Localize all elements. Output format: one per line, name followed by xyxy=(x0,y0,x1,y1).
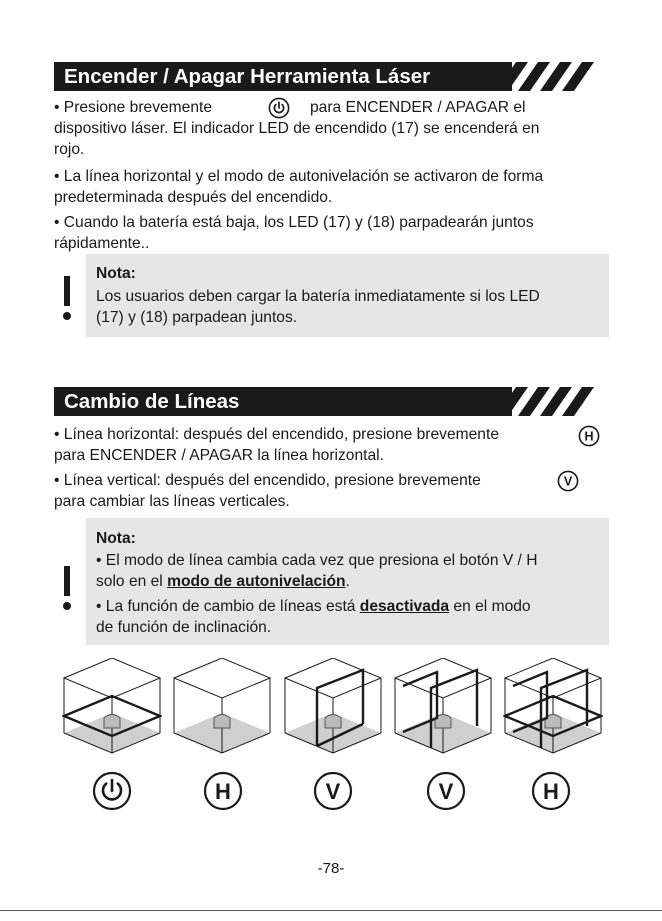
disabled-emphasis: desactivada xyxy=(359,598,450,615)
section-title: Encender / Apagar Herramienta Láser xyxy=(64,65,431,88)
section-header-lines xyxy=(54,387,594,416)
note-title: Nota: xyxy=(96,265,136,282)
page-number: -78- xyxy=(317,860,345,877)
header-stripes xyxy=(490,387,594,416)
v-button-icon xyxy=(426,771,466,811)
note-title: Nota: xyxy=(96,530,136,547)
paragraph-line: para ENCENDER / APAGAR el xyxy=(310,99,526,116)
v-button-icon xyxy=(313,771,353,811)
svg-text:V: V xyxy=(563,474,573,489)
paragraph-line: • Línea vertical: después del encendido, presione brevemente xyxy=(54,472,481,489)
note-line: solo en el modo de autonivelación. xyxy=(96,573,350,590)
note-line: de función de inclinación. xyxy=(96,619,272,636)
svg-text:V: V xyxy=(325,779,341,804)
power-icon xyxy=(92,771,132,811)
paragraph-line: rojo. xyxy=(54,141,85,158)
note-line: • El modo de línea cambia cada vez que presiona el botón V / H xyxy=(96,552,538,569)
power-icon xyxy=(268,97,290,119)
note-box xyxy=(54,254,609,337)
h-button-icon xyxy=(531,771,571,811)
paragraph-line: • Línea horizontal: después del encendido, presione brevemente xyxy=(54,426,499,443)
cube-off xyxy=(172,658,272,754)
cube-horizontal-line xyxy=(62,658,162,754)
section-title: Cambio de Líneas xyxy=(64,390,240,413)
svg-text:V: V xyxy=(438,779,454,804)
svg-text:H: H xyxy=(584,429,594,444)
cube-all-lines xyxy=(503,658,603,754)
section-header-power xyxy=(54,62,594,91)
paragraph-line: • Presione brevemente xyxy=(54,99,213,116)
exclamation-icon xyxy=(60,566,74,612)
svg-text:H: H xyxy=(215,779,231,804)
paragraph-line: • La línea horizontal y el modo de autonivelación se activaron de forma xyxy=(54,168,544,185)
paragraph-line: dispositivo láser. El indicador LED de encendido (17) se encenderá en xyxy=(54,120,540,137)
h-button-icon xyxy=(578,425,600,447)
paragraph-line: rápidamente.. xyxy=(54,235,150,252)
svg-text:H: H xyxy=(543,779,559,804)
exclamation-icon xyxy=(60,276,74,322)
cube-two-vertical-lines xyxy=(393,658,493,754)
h-button-icon xyxy=(203,771,243,811)
note-box xyxy=(54,518,609,645)
header-stripes xyxy=(490,62,594,91)
note-line: (17) y (18) parpadean juntos. xyxy=(96,309,298,326)
self-leveling-mode-emphasis: modo de autonivelación xyxy=(167,573,346,590)
bottom-divider xyxy=(0,910,662,911)
paragraph-line: predeterminada después del encendido. xyxy=(54,189,333,206)
note-line: Los usuarios deben cargar la batería inmediatamente si los LED xyxy=(96,288,540,305)
note-line: • La función de cambio de líneas está desactivada en el modo xyxy=(96,598,531,615)
v-button-icon xyxy=(557,470,579,492)
paragraph-line: para cambiar las líneas verticales. xyxy=(54,493,290,510)
paragraph-line: para ENCENDER / APAGAR la línea horizontal. xyxy=(54,447,384,464)
paragraph-line: • Cuando la batería está baja, los LED (17) y (18) parpadearán juntos xyxy=(54,214,534,231)
cube-vertical-line xyxy=(283,658,383,754)
